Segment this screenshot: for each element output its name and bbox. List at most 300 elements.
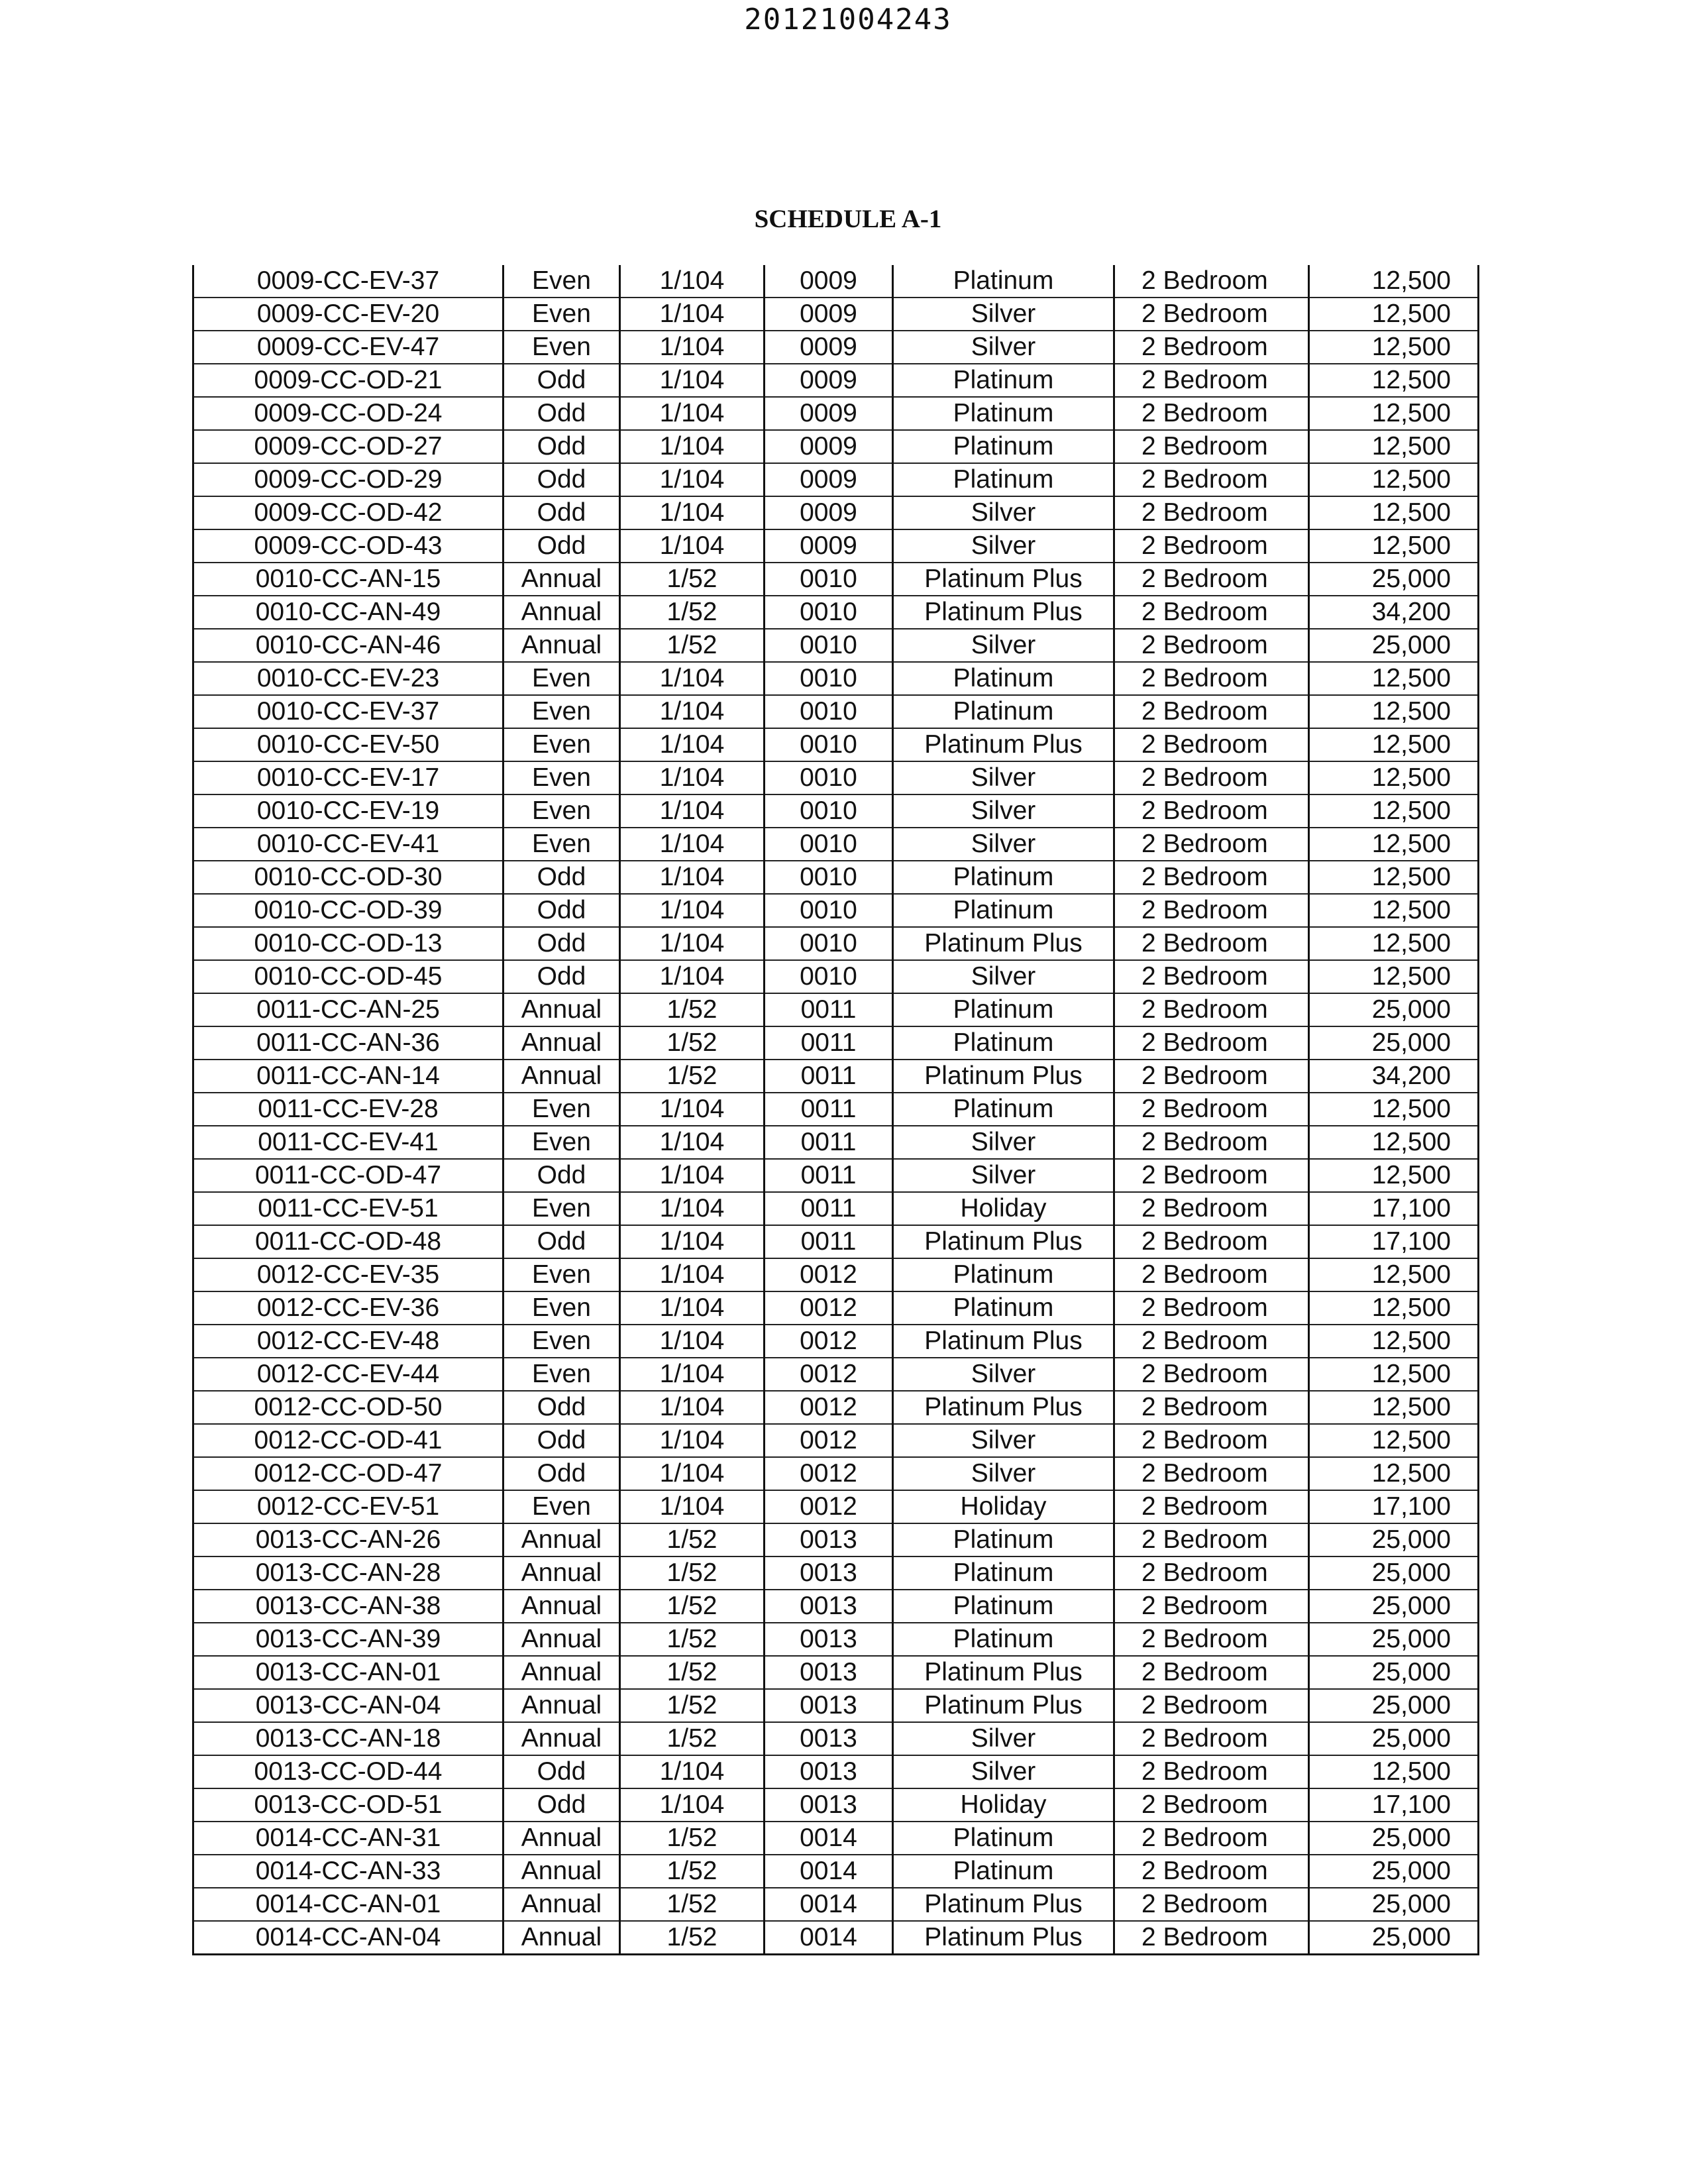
amount-cell: 25,000 xyxy=(1309,1822,1479,1855)
unit-cell: 0012 xyxy=(765,1358,893,1391)
fraction-cell: 1/104 xyxy=(620,1325,765,1358)
fraction-cell: 1/52 xyxy=(620,1888,765,1921)
table-row xyxy=(193,1159,1479,1192)
fraction-cell: 1/104 xyxy=(620,1358,765,1391)
table-row xyxy=(193,1358,1479,1391)
amount-cell: 34,200 xyxy=(1309,596,1479,629)
unit-size-cell: 2 Bedroom xyxy=(1114,695,1309,728)
unit-cell: 0012 xyxy=(765,1291,893,1325)
unit-cell: 0009 xyxy=(765,529,893,563)
unit-size-cell: 2 Bedroom xyxy=(1114,761,1309,794)
season-cell: Holiday xyxy=(893,1788,1114,1822)
use-year-cell: Annual xyxy=(504,1026,620,1060)
unit-cell: 0010 xyxy=(765,861,893,894)
unit-size-cell: 2 Bedroom xyxy=(1114,1225,1309,1258)
unit-size-cell: 2 Bedroom xyxy=(1114,1424,1309,1457)
use-year-cell: Even xyxy=(504,728,620,761)
use-year-cell: Odd xyxy=(504,496,620,529)
fraction-cell: 1/104 xyxy=(620,1159,765,1192)
unit-cell: 0013 xyxy=(765,1556,893,1590)
unit-size-cell: 2 Bedroom xyxy=(1114,563,1309,596)
interest-id-cell: 0013-CC-AN-26 xyxy=(193,1523,504,1556)
amount-cell: 12,500 xyxy=(1309,861,1479,894)
unit-cell: 0012 xyxy=(765,1258,893,1291)
fraction-cell: 1/52 xyxy=(620,1590,765,1623)
season-cell: Platinum xyxy=(893,861,1114,894)
table-row xyxy=(193,1291,1479,1325)
unit-size-cell: 2 Bedroom xyxy=(1114,1556,1309,1590)
table-row xyxy=(193,1888,1479,1921)
table-row xyxy=(193,1590,1479,1623)
unit-cell: 0013 xyxy=(765,1788,893,1822)
amount-cell: 12,500 xyxy=(1309,430,1479,463)
table-row xyxy=(193,993,1479,1026)
use-year-cell: Even xyxy=(504,298,620,331)
unit-cell: 0011 xyxy=(765,1093,893,1126)
season-cell: Silver xyxy=(893,1159,1114,1192)
table-row xyxy=(193,1855,1479,1888)
fraction-cell: 1/104 xyxy=(620,430,765,463)
season-cell: Platinum xyxy=(893,1026,1114,1060)
unit-size-cell: 2 Bedroom xyxy=(1114,794,1309,828)
interest-id-cell: 0009-CC-OD-42 xyxy=(193,496,504,529)
amount-cell: 25,000 xyxy=(1309,563,1479,596)
season-cell: Platinum xyxy=(893,894,1114,927)
season-cell: Platinum xyxy=(893,695,1114,728)
amount-cell: 17,100 xyxy=(1309,1225,1479,1258)
table-row xyxy=(193,1093,1479,1126)
season-cell: Platinum Plus xyxy=(893,1225,1114,1258)
table-row xyxy=(193,629,1479,662)
unit-cell: 0013 xyxy=(765,1656,893,1689)
fraction-cell: 1/104 xyxy=(620,331,765,364)
unit-cell: 0010 xyxy=(765,761,893,794)
table-row xyxy=(193,861,1479,894)
use-year-cell: Even xyxy=(504,265,620,298)
table-row xyxy=(193,828,1479,861)
fraction-cell: 1/104 xyxy=(620,728,765,761)
table-row xyxy=(193,298,1479,331)
fraction-cell: 1/104 xyxy=(620,1126,765,1159)
schedule-table xyxy=(192,265,1479,1955)
unit-cell: 0010 xyxy=(765,828,893,861)
interest-id-cell: 0012-CC-EV-35 xyxy=(193,1258,504,1291)
season-cell: Platinum Plus xyxy=(893,1888,1114,1921)
unit-cell: 0010 xyxy=(765,960,893,993)
unit-cell: 0009 xyxy=(765,265,893,298)
interest-id-cell: 0010-CC-AN-49 xyxy=(193,596,504,629)
fraction-cell: 1/104 xyxy=(620,1490,765,1523)
use-year-cell: Annual xyxy=(504,1623,620,1656)
fraction-cell: 1/104 xyxy=(620,695,765,728)
unit-size-cell: 2 Bedroom xyxy=(1114,1126,1309,1159)
use-year-cell: Odd xyxy=(504,364,620,397)
season-cell: Platinum xyxy=(893,430,1114,463)
use-year-cell: Even xyxy=(504,1490,620,1523)
table-row xyxy=(193,1391,1479,1424)
unit-cell: 0011 xyxy=(765,1026,893,1060)
use-year-cell: Odd xyxy=(504,894,620,927)
fraction-cell: 1/52 xyxy=(620,1556,765,1590)
unit-size-cell: 2 Bedroom xyxy=(1114,1192,1309,1225)
amount-cell: 12,500 xyxy=(1309,364,1479,397)
season-cell: Silver xyxy=(893,1424,1114,1457)
amount-cell: 12,500 xyxy=(1309,894,1479,927)
unit-size-cell: 2 Bedroom xyxy=(1114,993,1309,1026)
table-row xyxy=(193,1722,1479,1755)
fraction-cell: 1/104 xyxy=(620,861,765,894)
use-year-cell: Odd xyxy=(504,1159,620,1192)
amount-cell: 12,500 xyxy=(1309,1358,1479,1391)
fraction-cell: 1/104 xyxy=(620,761,765,794)
schedule-title: SCHEDULE A-1 xyxy=(754,205,942,233)
unit-cell: 0010 xyxy=(765,894,893,927)
amount-cell: 25,000 xyxy=(1309,1855,1479,1888)
amount-cell: 25,000 xyxy=(1309,1590,1479,1623)
table-row xyxy=(193,1325,1479,1358)
use-year-cell: Even xyxy=(504,695,620,728)
table-row xyxy=(193,1523,1479,1556)
unit-cell: 0013 xyxy=(765,1623,893,1656)
fraction-cell: 1/52 xyxy=(620,596,765,629)
interest-id-cell: 0012-CC-EV-51 xyxy=(193,1490,504,1523)
unit-size-cell: 2 Bedroom xyxy=(1114,828,1309,861)
unit-size-cell: 2 Bedroom xyxy=(1114,1623,1309,1656)
fraction-cell: 1/104 xyxy=(620,1788,765,1822)
interest-id-cell: 0009-CC-OD-43 xyxy=(193,529,504,563)
unit-cell: 0014 xyxy=(765,1921,893,1955)
interest-id-cell: 0009-CC-OD-24 xyxy=(193,397,504,430)
interest-id-cell: 0010-CC-AN-15 xyxy=(193,563,504,596)
interest-id-cell: 0013-CC-OD-51 xyxy=(193,1788,504,1822)
interest-id-cell: 0009-CC-EV-20 xyxy=(193,298,504,331)
use-year-cell: Odd xyxy=(504,861,620,894)
unit-cell: 0011 xyxy=(765,1060,893,1093)
unit-size-cell: 2 Bedroom xyxy=(1114,1258,1309,1291)
use-year-cell: Odd xyxy=(504,1788,620,1822)
unit-cell: 0012 xyxy=(765,1424,893,1457)
table-row xyxy=(193,596,1479,629)
table-row xyxy=(193,894,1479,927)
interest-id-cell: 0010-CC-EV-37 xyxy=(193,695,504,728)
unit-cell: 0010 xyxy=(765,629,893,662)
amount-cell: 12,500 xyxy=(1309,828,1479,861)
season-cell: Silver xyxy=(893,960,1114,993)
unit-size-cell: 2 Bedroom xyxy=(1114,861,1309,894)
use-year-cell: Even xyxy=(504,1192,620,1225)
table-row xyxy=(193,563,1479,596)
unit-cell: 0014 xyxy=(765,1855,893,1888)
use-year-cell: Even xyxy=(504,1258,620,1291)
unit-cell: 0009 xyxy=(765,331,893,364)
interest-id-cell: 0012-CC-EV-44 xyxy=(193,1358,504,1391)
season-cell: Platinum xyxy=(893,1258,1114,1291)
unit-cell: 0013 xyxy=(765,1755,893,1788)
use-year-cell: Even xyxy=(504,1358,620,1391)
fraction-cell: 1/52 xyxy=(620,1689,765,1722)
season-cell: Platinum xyxy=(893,1623,1114,1656)
unit-size-cell: 2 Bedroom xyxy=(1114,1822,1309,1855)
fraction-cell: 1/104 xyxy=(620,662,765,695)
amount-cell: 17,100 xyxy=(1309,1192,1479,1225)
table-row xyxy=(193,1556,1479,1590)
table-row xyxy=(193,397,1479,430)
amount-cell: 12,500 xyxy=(1309,662,1479,695)
table-row xyxy=(193,1788,1479,1822)
table-row xyxy=(193,1026,1479,1060)
unit-size-cell: 2 Bedroom xyxy=(1114,1391,1309,1424)
interest-id-cell: 0013-CC-AN-04 xyxy=(193,1689,504,1722)
interest-id-cell: 0010-CC-EV-17 xyxy=(193,761,504,794)
table-row xyxy=(193,927,1479,960)
use-year-cell: Odd xyxy=(504,1225,620,1258)
unit-size-cell: 2 Bedroom xyxy=(1114,1722,1309,1755)
amount-cell: 25,000 xyxy=(1309,993,1479,1026)
unit-cell: 0009 xyxy=(765,298,893,331)
interest-id-cell: 0014-CC-AN-01 xyxy=(193,1888,504,1921)
unit-size-cell: 2 Bedroom xyxy=(1114,1855,1309,1888)
schedule-table-body xyxy=(193,265,1479,1955)
fraction-cell: 1/52 xyxy=(620,993,765,1026)
fraction-cell: 1/104 xyxy=(620,1457,765,1490)
interest-id-cell: 0009-CC-OD-27 xyxy=(193,430,504,463)
fraction-cell: 1/52 xyxy=(620,1722,765,1755)
season-cell: Silver xyxy=(893,1722,1114,1755)
amount-cell: 25,000 xyxy=(1309,1921,1479,1955)
unit-cell: 0009 xyxy=(765,364,893,397)
season-cell: Platinum xyxy=(893,993,1114,1026)
season-cell: Platinum xyxy=(893,1093,1114,1126)
interest-id-cell: 0010-CC-OD-45 xyxy=(193,960,504,993)
fraction-cell: 1/104 xyxy=(620,794,765,828)
season-cell: Platinum xyxy=(893,1291,1114,1325)
use-year-cell: Annual xyxy=(504,1556,620,1590)
use-year-cell: Annual xyxy=(504,1722,620,1755)
fraction-cell: 1/104 xyxy=(620,298,765,331)
amount-cell: 12,500 xyxy=(1309,265,1479,298)
fraction-cell: 1/52 xyxy=(620,1656,765,1689)
unit-cell: 0009 xyxy=(765,430,893,463)
unit-cell: 0010 xyxy=(765,596,893,629)
season-cell: Platinum xyxy=(893,1523,1114,1556)
table-row xyxy=(193,1921,1479,1955)
unit-cell: 0013 xyxy=(765,1722,893,1755)
amount-cell: 25,000 xyxy=(1309,1623,1479,1656)
unit-cell: 0010 xyxy=(765,728,893,761)
unit-cell: 0010 xyxy=(765,927,893,960)
use-year-cell: Even xyxy=(504,331,620,364)
unit-size-cell: 2 Bedroom xyxy=(1114,1093,1309,1126)
amount-cell: 17,100 xyxy=(1309,1788,1479,1822)
table-row xyxy=(193,331,1479,364)
use-year-cell: Annual xyxy=(504,563,620,596)
interest-id-cell: 0013-CC-AN-18 xyxy=(193,1722,504,1755)
interest-id-cell: 0010-CC-EV-41 xyxy=(193,828,504,861)
interest-id-cell: 0014-CC-AN-04 xyxy=(193,1921,504,1955)
unit-cell: 0012 xyxy=(765,1490,893,1523)
interest-id-cell: 0011-CC-EV-41 xyxy=(193,1126,504,1159)
season-cell: Platinum xyxy=(893,1590,1114,1623)
interest-id-cell: 0013-CC-OD-44 xyxy=(193,1755,504,1788)
table-row xyxy=(193,430,1479,463)
table-row xyxy=(193,1126,1479,1159)
interest-id-cell: 0011-CC-EV-28 xyxy=(193,1093,504,1126)
table-row xyxy=(193,529,1479,563)
interest-id-cell: 0010-CC-OD-13 xyxy=(193,927,504,960)
amount-cell: 12,500 xyxy=(1309,1291,1479,1325)
table-row xyxy=(193,662,1479,695)
interest-id-cell: 0014-CC-AN-31 xyxy=(193,1822,504,1855)
unit-size-cell: 2 Bedroom xyxy=(1114,331,1309,364)
season-cell: Platinum xyxy=(893,397,1114,430)
interest-id-cell: 0013-CC-AN-28 xyxy=(193,1556,504,1590)
unit-size-cell: 2 Bedroom xyxy=(1114,1490,1309,1523)
table-row xyxy=(193,1822,1479,1855)
amount-cell: 25,000 xyxy=(1309,629,1479,662)
fraction-cell: 1/104 xyxy=(620,828,765,861)
unit-cell: 0009 xyxy=(765,397,893,430)
amount-cell: 12,500 xyxy=(1309,1325,1479,1358)
unit-size-cell: 2 Bedroom xyxy=(1114,1358,1309,1391)
table-row xyxy=(193,1490,1479,1523)
table-row xyxy=(193,265,1479,298)
use-year-cell: Even xyxy=(504,794,620,828)
interest-id-cell: 0011-CC-AN-36 xyxy=(193,1026,504,1060)
interest-id-cell: 0010-CC-OD-39 xyxy=(193,894,504,927)
unit-size-cell: 2 Bedroom xyxy=(1114,1291,1309,1325)
unit-cell: 0011 xyxy=(765,1159,893,1192)
season-cell: Platinum Plus xyxy=(893,563,1114,596)
fraction-cell: 1/104 xyxy=(620,1755,765,1788)
interest-id-cell: 0010-CC-OD-30 xyxy=(193,861,504,894)
use-year-cell: Annual xyxy=(504,596,620,629)
unit-cell: 0014 xyxy=(765,1888,893,1921)
unit-cell: 0012 xyxy=(765,1391,893,1424)
unit-cell: 0010 xyxy=(765,794,893,828)
interest-id-cell: 0009-CC-EV-47 xyxy=(193,331,504,364)
interest-id-cell: 0013-CC-AN-01 xyxy=(193,1656,504,1689)
fraction-cell: 1/104 xyxy=(620,1225,765,1258)
unit-cell: 0011 xyxy=(765,1126,893,1159)
season-cell: Silver xyxy=(893,629,1114,662)
use-year-cell: Annual xyxy=(504,1888,620,1921)
unit-size-cell: 2 Bedroom xyxy=(1114,629,1309,662)
amount-cell: 25,000 xyxy=(1309,1888,1479,1921)
amount-cell: 12,500 xyxy=(1309,695,1479,728)
fraction-cell: 1/52 xyxy=(620,1523,765,1556)
fraction-cell: 1/104 xyxy=(620,1424,765,1457)
table-row xyxy=(193,794,1479,828)
season-cell: Platinum xyxy=(893,1822,1114,1855)
unit-size-cell: 2 Bedroom xyxy=(1114,662,1309,695)
season-cell: Platinum xyxy=(893,662,1114,695)
table-row xyxy=(193,728,1479,761)
unit-size-cell: 2 Bedroom xyxy=(1114,1921,1309,1955)
unit-size-cell: 2 Bedroom xyxy=(1114,1590,1309,1623)
amount-cell: 12,500 xyxy=(1309,927,1479,960)
unit-size-cell: 2 Bedroom xyxy=(1114,265,1309,298)
amount-cell: 25,000 xyxy=(1309,1523,1479,1556)
interest-id-cell: 0012-CC-OD-47 xyxy=(193,1457,504,1490)
season-cell: Silver xyxy=(893,794,1114,828)
season-cell: Silver xyxy=(893,828,1114,861)
amount-cell: 12,500 xyxy=(1309,463,1479,496)
unit-cell: 0011 xyxy=(765,993,893,1026)
use-year-cell: Annual xyxy=(504,993,620,1026)
fraction-cell: 1/104 xyxy=(620,1391,765,1424)
season-cell: Platinum Plus xyxy=(893,927,1114,960)
use-year-cell: Annual xyxy=(504,1921,620,1955)
season-cell: Silver xyxy=(893,298,1114,331)
fraction-cell: 1/104 xyxy=(620,463,765,496)
interest-id-cell: 0009-CC-EV-37 xyxy=(193,265,504,298)
interest-id-cell: 0011-CC-AN-25 xyxy=(193,993,504,1026)
unit-size-cell: 2 Bedroom xyxy=(1114,529,1309,563)
table-row xyxy=(193,1225,1479,1258)
season-cell: Silver xyxy=(893,1358,1114,1391)
use-year-cell: Even xyxy=(504,1325,620,1358)
unit-size-cell: 2 Bedroom xyxy=(1114,463,1309,496)
fraction-cell: 1/52 xyxy=(620,1855,765,1888)
season-cell: Silver xyxy=(893,1126,1114,1159)
season-cell: Silver xyxy=(893,331,1114,364)
fraction-cell: 1/104 xyxy=(620,894,765,927)
unit-cell: 0012 xyxy=(765,1325,893,1358)
interest-id-cell: 0010-CC-EV-23 xyxy=(193,662,504,695)
use-year-cell: Odd xyxy=(504,430,620,463)
use-year-cell: Even xyxy=(504,1291,620,1325)
unit-size-cell: 2 Bedroom xyxy=(1114,397,1309,430)
unit-cell: 0012 xyxy=(765,1457,893,1490)
season-cell: Platinum Plus xyxy=(893,1656,1114,1689)
amount-cell: 25,000 xyxy=(1309,1722,1479,1755)
unit-size-cell: 2 Bedroom xyxy=(1114,298,1309,331)
amount-cell: 34,200 xyxy=(1309,1060,1479,1093)
amount-cell: 25,000 xyxy=(1309,1026,1479,1060)
unit-size-cell: 2 Bedroom xyxy=(1114,894,1309,927)
fraction-cell: 1/104 xyxy=(620,364,765,397)
table-row xyxy=(193,1457,1479,1490)
use-year-cell: Even xyxy=(504,761,620,794)
unit-size-cell: 2 Bedroom xyxy=(1114,1523,1309,1556)
table-row xyxy=(193,463,1479,496)
amount-cell: 12,500 xyxy=(1309,1755,1479,1788)
table-row xyxy=(193,1656,1479,1689)
season-cell: Platinum Plus xyxy=(893,728,1114,761)
season-cell: Silver xyxy=(893,529,1114,563)
table-row xyxy=(193,1060,1479,1093)
use-year-cell: Odd xyxy=(504,1424,620,1457)
interest-id-cell: 0010-CC-EV-50 xyxy=(193,728,504,761)
use-year-cell: Annual xyxy=(504,1060,620,1093)
table-row xyxy=(193,960,1479,993)
document-number: 20121004243 xyxy=(744,3,952,36)
fraction-cell: 1/52 xyxy=(620,1026,765,1060)
fraction-cell: 1/104 xyxy=(620,1291,765,1325)
amount-cell: 12,500 xyxy=(1309,761,1479,794)
season-cell: Platinum Plus xyxy=(893,1060,1114,1093)
unit-size-cell: 2 Bedroom xyxy=(1114,1060,1309,1093)
use-year-cell: Annual xyxy=(504,629,620,662)
fraction-cell: 1/104 xyxy=(620,1258,765,1291)
fraction-cell: 1/52 xyxy=(620,1060,765,1093)
amount-cell: 25,000 xyxy=(1309,1656,1479,1689)
use-year-cell: Odd xyxy=(504,463,620,496)
season-cell: Platinum Plus xyxy=(893,1921,1114,1955)
fraction-cell: 1/52 xyxy=(620,1623,765,1656)
season-cell: Platinum Plus xyxy=(893,596,1114,629)
amount-cell: 25,000 xyxy=(1309,1556,1479,1590)
